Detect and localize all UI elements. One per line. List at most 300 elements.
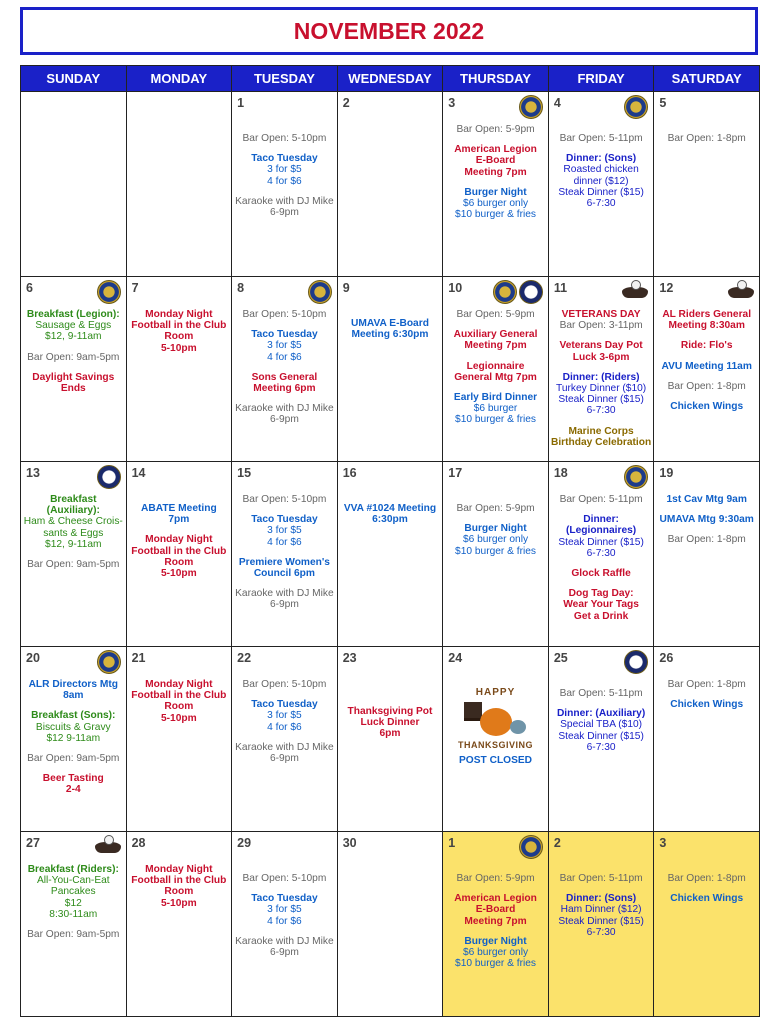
spacer xyxy=(129,525,230,534)
spacer xyxy=(234,864,335,873)
event-line: Breakfast (Sons): xyxy=(31,710,116,722)
day-number: 13 xyxy=(26,466,40,480)
event-line: 8am xyxy=(63,690,84,702)
day-events xyxy=(551,124,652,209)
spacer xyxy=(445,864,546,873)
day-cell xyxy=(548,647,654,832)
star-emblem-icon: ★ xyxy=(97,465,121,489)
event-line: Dinner: (Auxiliary) xyxy=(556,708,646,720)
event-line: 6-9pm xyxy=(269,599,299,611)
week-row xyxy=(21,832,760,1017)
event-line: Burger Night xyxy=(464,186,527,198)
event-line: $12 xyxy=(64,897,82,909)
event-line: AVU Meeting 11am xyxy=(661,360,752,372)
event-line: ALR Directors Mtg xyxy=(28,679,118,690)
spacer xyxy=(445,494,546,503)
spacer xyxy=(551,559,652,568)
event-line: Bar Open: 1-8pm xyxy=(667,133,746,144)
day-number: 26 xyxy=(659,651,674,665)
event-line: 6-7:30 xyxy=(586,405,616,417)
event-line: All-You-Can-Eat xyxy=(36,875,110,887)
event-line: Karaoke with DJ Mike xyxy=(235,741,334,753)
event-line: Ends xyxy=(60,383,86,395)
day-events xyxy=(445,864,546,969)
weekday-header-saturday: SATURDAY xyxy=(654,66,760,92)
day-cell xyxy=(654,277,760,462)
event-line: Luck Dinner xyxy=(360,717,420,729)
event-line: 6-7:30 xyxy=(586,198,616,210)
event-line: Steak Dinner ($15) xyxy=(558,536,644,548)
spacer xyxy=(340,494,441,503)
day-cell xyxy=(337,92,443,277)
spacer xyxy=(234,144,335,153)
event-line: $10 burger & fries xyxy=(455,545,537,557)
event-line: dinner ($12) xyxy=(573,175,629,187)
day-number: 6 xyxy=(26,281,33,295)
event-line: 3 for $5 xyxy=(267,710,302,722)
day-number: 16 xyxy=(342,466,357,480)
event-line: American Legion xyxy=(454,893,537,905)
spacer xyxy=(551,144,652,153)
event-line: Sons General xyxy=(251,371,318,383)
day-events xyxy=(340,309,441,340)
event-line: Football in the Club xyxy=(131,690,227,702)
week-row xyxy=(21,277,760,462)
day-cell xyxy=(337,277,443,462)
spacer xyxy=(445,135,546,144)
event-line: 6-7:30 xyxy=(586,926,616,938)
legion-seal-icon xyxy=(519,95,543,119)
day-cell xyxy=(548,462,654,647)
event-line: 3 for $5 xyxy=(267,164,302,176)
day-cell xyxy=(337,647,443,832)
spacer xyxy=(340,309,441,318)
event-line: Karaoke with DJ Mike xyxy=(235,195,334,207)
day-events xyxy=(340,679,441,740)
spacer xyxy=(340,688,441,697)
spacer xyxy=(234,320,335,329)
thanksgiving-text: THANKSGIVING xyxy=(458,740,534,751)
event-line: Bar Open: 5-11pm xyxy=(559,133,643,144)
event-line: 2-4 xyxy=(65,784,81,796)
event-line: Bar Open: 9am-5pm xyxy=(27,929,120,941)
thanksgiving-illustration xyxy=(454,687,538,751)
spacer xyxy=(445,320,546,329)
event-line: Meeting 6pm xyxy=(253,383,316,395)
event-line: Meeting 7pm xyxy=(464,340,527,352)
event-line: sants & Eggs xyxy=(43,527,104,539)
spacer xyxy=(551,124,652,133)
event-line: Room xyxy=(164,556,194,568)
day-cell xyxy=(443,832,549,1017)
event-line: Breakfast (Legion): xyxy=(26,309,120,320)
day-number: 12 xyxy=(659,281,674,295)
event-line: 5-10pm xyxy=(161,342,197,354)
day-cell xyxy=(126,832,232,1017)
event-line: Steak Dinner ($15) xyxy=(558,394,644,406)
event-line: 4 for $6 xyxy=(267,915,302,927)
event-line: Room xyxy=(164,331,194,343)
spacer xyxy=(23,920,124,929)
day-number: 2 xyxy=(342,96,350,110)
day-events xyxy=(445,124,546,220)
event-line: $10 burger & fries xyxy=(455,958,537,970)
day-cell xyxy=(232,277,338,462)
eagle-emblem-icon xyxy=(95,835,121,857)
event-line: Room xyxy=(164,701,194,713)
day-events xyxy=(234,679,335,764)
event-line: Bar Open: 5-9pm xyxy=(456,873,535,884)
event-line: Legionnaire xyxy=(466,360,525,372)
calendar-title: NOVEMBER 2022 xyxy=(293,17,485,44)
event-line: 6-9pm xyxy=(269,753,299,765)
spacer xyxy=(234,579,335,588)
event-line: Bar Open: 1-8pm xyxy=(667,679,746,690)
event-line: Bar Open: 5-11pm xyxy=(559,873,643,884)
day-cell xyxy=(654,462,760,647)
legion-seal-icon xyxy=(624,95,648,119)
event-line: Bar Open: 5-9pm xyxy=(456,309,535,320)
event-line: Get a Drink xyxy=(573,610,629,622)
day-number: 25 xyxy=(553,651,568,665)
spacer xyxy=(234,733,335,742)
event-line: Karaoke with DJ Mike xyxy=(235,935,334,947)
day-events xyxy=(129,309,230,354)
day-number: 30 xyxy=(342,836,357,850)
event-line: Taco Tuesday xyxy=(251,153,318,165)
day-events xyxy=(445,494,546,557)
day-cell xyxy=(21,832,127,1017)
day-events xyxy=(129,864,230,909)
event-line: E-Board xyxy=(475,904,516,916)
event-line: Bar Open: 5-10pm xyxy=(242,873,327,884)
week-row xyxy=(21,92,760,277)
event-line: Bar Open: 9am-5pm xyxy=(27,351,120,363)
event-line: Dinner: (Sons) xyxy=(566,893,637,905)
event-line: (Legionnaires) xyxy=(565,525,637,537)
event-line: Luck 3-6pm xyxy=(572,351,630,363)
day-cell xyxy=(654,92,760,277)
thanksgiving-happy-text: HAPPY xyxy=(475,687,516,698)
week-row xyxy=(21,462,760,647)
spacer xyxy=(340,697,441,706)
spacer xyxy=(551,884,652,893)
event-line: Premiere Women's xyxy=(238,556,330,568)
day-events xyxy=(23,494,124,570)
spacer xyxy=(234,124,335,133)
event-line: 3 for $5 xyxy=(267,340,302,352)
event-line: UMAVA E-Board xyxy=(351,318,429,329)
day-number: 1 xyxy=(237,96,245,110)
event-line: Chicken Wings xyxy=(670,893,744,905)
day-cell xyxy=(443,92,549,277)
day-number: 18 xyxy=(553,466,568,480)
spacer xyxy=(234,187,335,196)
event-line: Roasted chicken xyxy=(563,164,639,176)
event-line: 6-9pm xyxy=(269,947,299,959)
spacer xyxy=(445,514,546,523)
event-line: Council 6pm xyxy=(253,568,315,580)
event-line: Bar Open: 5-10pm xyxy=(242,679,327,690)
spacer xyxy=(656,884,757,893)
day-cell xyxy=(548,277,654,462)
spacer xyxy=(656,352,757,361)
day-cell xyxy=(126,92,232,277)
event-line: Ham Dinner ($12) xyxy=(560,904,642,916)
pumpkin-icon xyxy=(454,700,538,738)
event-line: Pancakes xyxy=(50,886,96,898)
event-line: 5-10pm xyxy=(161,568,197,580)
day-cell xyxy=(21,647,127,832)
day-number: 5 xyxy=(659,96,667,110)
event-line: 6-7:30 xyxy=(586,741,616,753)
event-line: Bar Open: 5-10pm xyxy=(242,494,327,505)
eagle-emblem-icon xyxy=(728,280,754,302)
day-events xyxy=(551,309,652,448)
event-line: 8:30-11am xyxy=(49,908,98,920)
spacer xyxy=(129,494,230,503)
event-line: Dinner: xyxy=(583,514,619,526)
event-line: Bar Open: 5-11pm xyxy=(559,494,643,505)
event-line: Bar Open: 3-11pm xyxy=(559,320,643,332)
day-events xyxy=(23,309,124,394)
day-number: 20 xyxy=(26,651,40,665)
event-line: Burger Night xyxy=(464,523,527,535)
event-line: 3 for $5 xyxy=(267,904,302,916)
event-line: Daylight Savings xyxy=(32,371,115,383)
spacer xyxy=(445,884,546,893)
day-events xyxy=(23,679,124,796)
event-line: 4 for $6 xyxy=(267,536,302,548)
star-emblem-icon: ★ xyxy=(624,650,648,674)
event-line: 4 for $6 xyxy=(267,721,302,733)
day-cell xyxy=(443,647,549,832)
event-line: ABATE Meeting xyxy=(141,503,217,514)
day-number: 21 xyxy=(131,651,146,665)
event-line: $12, 9-11am xyxy=(45,538,102,550)
event-line: 6-9pm xyxy=(269,414,299,426)
event-line: Bar Open: 9am-5pm xyxy=(27,753,120,765)
event-line: Bar Open: 1-8pm xyxy=(667,380,746,392)
event-line: Bar Open: 5-11pm xyxy=(559,688,643,699)
day-cell xyxy=(548,92,654,277)
day-events xyxy=(656,124,757,144)
event-line: Monday Night xyxy=(145,309,213,320)
spacer xyxy=(445,927,546,936)
day-cell xyxy=(21,462,127,647)
week-row xyxy=(21,647,760,832)
event-line: 7pm xyxy=(168,514,190,526)
spacer xyxy=(234,394,335,403)
event-line: 5-10pm xyxy=(161,712,197,724)
day-events xyxy=(551,494,652,622)
event-line: 4 for $6 xyxy=(267,175,302,187)
event-line: Monday Night xyxy=(145,864,213,875)
spacer xyxy=(23,363,124,372)
event-line: Ride: Flo's xyxy=(680,340,733,352)
weekday-header-tuesday: TUESDAY xyxy=(232,66,338,92)
event-line: Meeting 7pm xyxy=(464,166,527,178)
day-number: 3 xyxy=(448,96,456,110)
day-events xyxy=(445,679,546,767)
spacer xyxy=(445,383,546,392)
day-cell xyxy=(126,647,232,832)
legion-seal-icon xyxy=(97,280,121,304)
spacer xyxy=(551,679,652,688)
event-line: 1st Cav Mtg 9am xyxy=(666,494,747,505)
spacer xyxy=(551,864,652,873)
event-line: Auxiliary General xyxy=(453,329,538,341)
day-events xyxy=(656,309,757,412)
spacer xyxy=(234,505,335,514)
eagle-emblem-icon xyxy=(622,280,648,302)
day-cell xyxy=(337,832,443,1017)
weekday-header-monday: MONDAY xyxy=(126,66,232,92)
day-events xyxy=(445,309,546,426)
event-line: Bar Open: 5-10pm xyxy=(242,133,327,144)
event-line: Biscuits & Gravy xyxy=(35,721,111,733)
event-line: Monday Night xyxy=(145,679,213,690)
spacer xyxy=(23,764,124,773)
spacer xyxy=(445,352,546,361)
legion-seal-icon xyxy=(624,465,648,489)
day-events xyxy=(551,679,652,753)
day-cell xyxy=(232,832,338,1017)
day-cell xyxy=(21,277,127,462)
event-line: Special TBA ($10) xyxy=(560,719,643,731)
event-line: Breakfast (Auxiliary): xyxy=(46,494,100,517)
day-cell xyxy=(21,92,127,277)
event-line: Monday Night xyxy=(145,534,213,546)
event-line: Burger Night xyxy=(464,935,527,947)
event-line: Steak Dinner ($15) xyxy=(558,915,644,927)
spacer xyxy=(234,884,335,893)
day-cell xyxy=(232,92,338,277)
event-line: Taco Tuesday xyxy=(251,699,318,711)
day-events xyxy=(551,864,652,938)
spacer xyxy=(551,331,652,340)
spacer xyxy=(340,679,441,688)
event-line: Beer Tasting xyxy=(42,773,104,785)
spacer xyxy=(234,548,335,557)
spacer xyxy=(656,690,757,699)
event-line: Taco Tuesday xyxy=(251,514,318,526)
event-line: Marine Corps xyxy=(568,425,634,437)
event-line: AL Riders General xyxy=(662,309,752,320)
calendar-grid xyxy=(20,65,760,1017)
day-cell xyxy=(232,647,338,832)
day-number: 29 xyxy=(237,836,252,850)
spacer xyxy=(656,505,757,514)
event-line: Football in the Club xyxy=(131,320,227,332)
day-number: 19 xyxy=(659,466,674,480)
event-line: Wear Your Tags xyxy=(563,599,639,611)
event-line: $10 burger & fries xyxy=(455,414,537,426)
event-line: $10 burger & fries xyxy=(455,209,537,221)
day-number: 22 xyxy=(237,651,252,665)
event-line: Breakfast (Riders): xyxy=(27,864,119,875)
event-line: UMAVA Mtg 9:30am xyxy=(659,514,754,526)
event-line: Meeting 6:30pm xyxy=(351,329,429,341)
event-line: 5-10pm xyxy=(161,897,197,909)
event-line: 6-7:30 xyxy=(586,547,616,559)
day-cell xyxy=(232,462,338,647)
event-line: E-Board xyxy=(475,155,516,167)
day-events xyxy=(340,494,441,525)
day-cell xyxy=(548,832,654,1017)
day-number: 15 xyxy=(237,466,252,480)
event-line: Ham & Cheese Crois- xyxy=(23,516,123,528)
weekday-header-wednesday: WEDNESDAY xyxy=(337,66,443,92)
day-events xyxy=(656,679,757,710)
event-line: Chicken Wings xyxy=(670,699,744,711)
event-line: Taco Tuesday xyxy=(251,893,318,905)
spacer xyxy=(551,417,652,426)
spacer xyxy=(656,525,757,534)
event-line: $6 burger only xyxy=(462,198,529,210)
spacer xyxy=(656,331,757,340)
spacer xyxy=(551,579,652,588)
spacer xyxy=(656,372,757,381)
event-line: Dinner: (Riders) xyxy=(562,371,640,383)
event-line: Steak Dinner ($15) xyxy=(558,186,644,198)
event-line: $12 9-11am xyxy=(46,732,101,744)
day-events xyxy=(656,864,757,904)
event-line: General Mtg 7pm xyxy=(454,371,537,383)
event-line: 6-9pm xyxy=(269,207,299,219)
event-line: Bar Open: 9am-5pm xyxy=(27,559,120,571)
weekday-header-row xyxy=(21,66,760,92)
day-number: 23 xyxy=(342,651,357,665)
spacer xyxy=(551,363,652,372)
event-line: VVA #1024 Meeting xyxy=(343,503,437,514)
event-line: Bar Open: 5-9pm xyxy=(456,124,535,135)
event-line: Karaoke with DJ Mike xyxy=(235,403,334,415)
event-line: Bar Open: 5-10pm xyxy=(242,309,327,320)
day-events xyxy=(234,864,335,958)
event-line: Thanksgiving Pot xyxy=(347,706,433,717)
spacer xyxy=(234,363,335,372)
day-number: 8 xyxy=(237,281,245,295)
spacer xyxy=(656,864,757,873)
event-line: Karaoke with DJ Mike xyxy=(235,588,334,600)
day-cell xyxy=(337,462,443,647)
day-number: 2 xyxy=(553,836,561,850)
day-number: 11 xyxy=(553,281,568,295)
weekday-header-sunday: SUNDAY xyxy=(21,66,127,92)
event-line: $12, 9-11am xyxy=(45,331,102,343)
day-number: 7 xyxy=(131,281,139,295)
spacer xyxy=(551,699,652,708)
event-line: Bar Open: 1-8pm xyxy=(667,534,746,546)
event-line: Veterans Day Pot xyxy=(559,340,643,352)
event-line: VETERANS DAY xyxy=(561,309,641,320)
event-line: Early Bird Dinner xyxy=(453,392,538,404)
event-line: $6 burger only xyxy=(462,947,529,959)
day-number: 10 xyxy=(448,281,463,295)
legion-seal-icon xyxy=(308,280,332,304)
day-number: 28 xyxy=(131,836,146,850)
spacer xyxy=(656,392,757,401)
spacer xyxy=(23,701,124,710)
event-line: 6:30pm xyxy=(372,514,408,526)
day-events xyxy=(656,494,757,546)
day-events xyxy=(129,679,230,724)
event-line: 3 for $5 xyxy=(267,525,302,537)
spacer xyxy=(234,927,335,936)
day-number: 14 xyxy=(131,466,146,480)
spacer xyxy=(234,690,335,699)
